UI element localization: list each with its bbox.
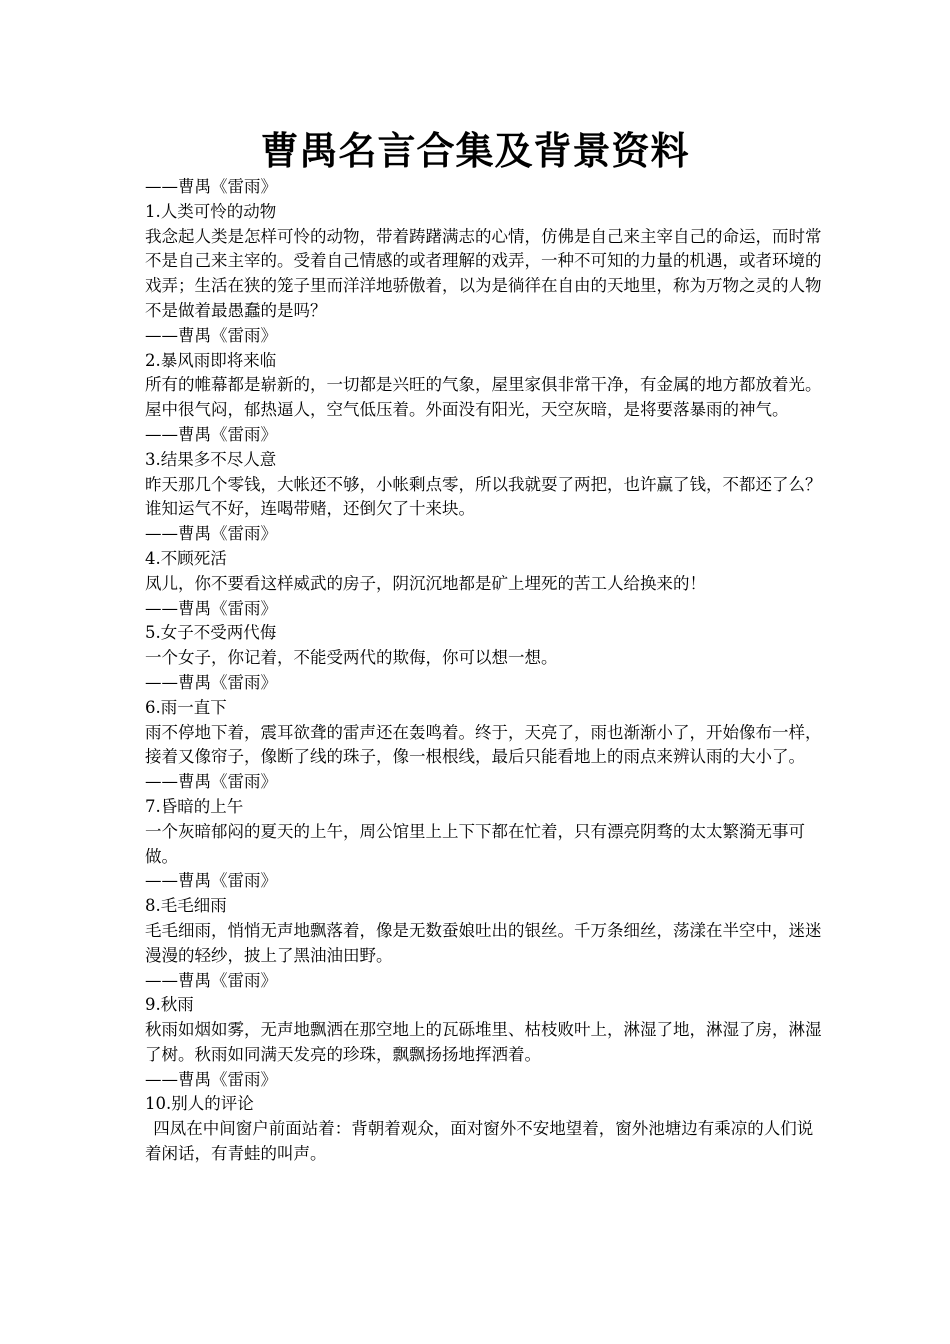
entry-heading: 7.昏暗的上午	[145, 796, 244, 816]
entry	[145, 1092, 825, 1166]
entry-source: ——曹禺《雷雨》	[145, 424, 277, 444]
entry	[145, 349, 825, 448]
entry-heading: 4.不顾死活	[145, 548, 227, 568]
document-body	[145, 175, 825, 1167]
entry-heading: 6.雨一直下	[145, 697, 227, 717]
entry-heading: 2.暴风雨即将来临	[145, 350, 277, 370]
entry-heading: 10.别人的评论	[145, 1094, 254, 1114]
entry-source: ——曹禺《雷雨》	[145, 871, 277, 891]
entry-source: ——曹禺《雷雨》	[145, 672, 277, 692]
entry	[145, 795, 825, 894]
entry-text: 昨天那几个零钱，大帐还不够，小帐剩点零，所以我就耍了两把，也许赢了钱，不都还了么？谁知运气不好，连喝带赌，还倒欠了十来块。	[145, 474, 822, 519]
entry-source: ——曹禺《雷雨》	[145, 524, 277, 544]
entry-source: ——曹禺《雷雨》	[145, 772, 277, 792]
entry-source: ——曹禺《雷雨》	[145, 325, 277, 345]
entry-source: ——曹禺《雷雨》	[145, 598, 277, 618]
entry-text: 凤儿，你不要看这样威武的房子，阴沉沉地都是矿上埋死的苦工人给换来的！	[145, 573, 706, 593]
entry-heading: 5.女子不受两代侮	[145, 623, 277, 643]
entry-text: 一个女子，你记着，不能受两代的欺侮，你可以想一想。	[145, 648, 558, 668]
entry	[145, 993, 825, 1092]
entry-heading: 1.人类可怜的动物	[145, 201, 277, 221]
entry-text: 毛毛细雨，悄悄无声地飘落着，像是无数蚕娘吐出的银丝。千万条细丝，荡漾在半空中，迷迷漫漫的轻纱，披上了黑油油田野。	[145, 920, 822, 965]
entry	[145, 696, 825, 795]
entry	[145, 448, 825, 547]
entry-text: 我念起人类是怎样可怜的动物，带着踌躇满志的心情，仿佛是自己来主宰自己的命运，而时常不是自己来主宰的。受着自己情感的或者理解的戏弄，一种不可知的力量的机遇，或者环境的戏弄；生活在狭的笼子里而洋洋地骄傲着，以为是徜徉在自由的天地里，称为万物之灵的人物不是做着最愚蠢的是吗？	[145, 226, 822, 320]
entry-heading: 9.秋雨	[145, 995, 194, 1015]
entry-heading: 8.毛毛细雨	[145, 896, 227, 916]
entry	[145, 621, 825, 695]
entry	[145, 547, 825, 621]
attribution-line: ——曹禺《雷雨》	[145, 177, 277, 196]
entry	[145, 894, 825, 993]
entry-source: ——曹禺《雷雨》	[145, 1069, 277, 1089]
entry-text: 四凤在中间窗户前面站着：背朝着观众，面对窗外不安地望着，窗外池塘边有乘凉的人们说着闲话，有青蛙的叫声。	[145, 1119, 814, 1164]
document-title: 曹禺名言合集及背景资料	[260, 128, 690, 173]
entry-text: 雨不停地下着，震耳欲聋的雷声还在轰鸣着。终于，天亮了，雨也渐渐小了，开始像布一样，接着又像帘子，像断了线的珠子，像一根根线，最后只能看地上的雨点来辨认雨的大小了。	[145, 722, 822, 767]
entry-text: 所有的帷幕都是崭新的，一切都是兴旺的气象，屋里家俱非常干净，有金属的地方都放着光。屋中很气闷，郁热逼人，空气低压着。外面没有阳光，天空灰暗，是将要落暴雨的神气。	[145, 375, 822, 420]
entry	[145, 200, 825, 349]
entry-heading: 3.结果多不尽人意	[145, 449, 277, 469]
entry-text: 一个灰暗郁闷的夏天的上午，周公馆里上上下下都在忙着，只有漂亮阴骛的太太繁漪无事可做。	[145, 821, 805, 866]
entry-source: ——曹禺《雷雨》	[145, 970, 277, 990]
entry-text: 秋雨如烟如雾，无声地飘洒在那空地上的瓦砾堆里、枯枝败叶上，淋湿了地，淋湿了房，淋湿了树。秋雨如同满天发亮的珍珠，飘飘扬扬地挥洒着。	[145, 1020, 822, 1064]
